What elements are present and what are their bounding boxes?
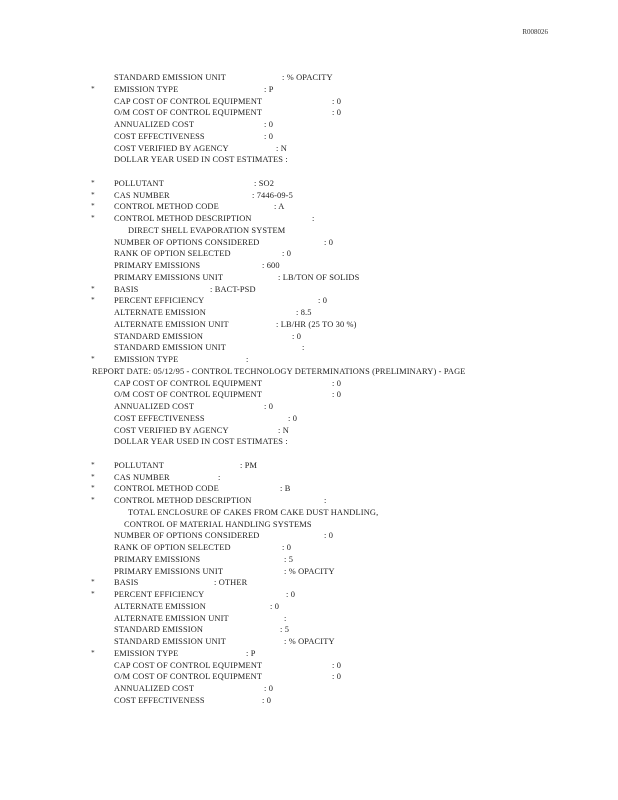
report-line [90,519,590,531]
field-value: : 0 [332,96,342,106]
field-value: : [246,355,249,364]
report-line [90,413,590,425]
field-label: ANNUALIZED COST [114,684,195,693]
field-value: : N [276,143,287,153]
field-label: BASIS [114,578,139,588]
field-label: CONTROL METHOD CODE [114,484,219,494]
field-label: NUMBER OF OPTIONS CONSIDERED [114,531,260,541]
field-label: PRIMARY EMISSIONS UNIT [114,272,224,282]
field-label: STANDARD EMISSION UNIT [114,637,226,646]
report-line [90,72,590,84]
field-value: : 0 [264,402,274,411]
field-value: : 0 [264,120,274,129]
report-line [90,225,590,237]
field-label: ANNUALIZED COST [114,120,195,129]
report-line [90,342,590,354]
report-line [90,143,590,155]
field-label: ALTERNATE EMISSION UNIT [114,319,229,329]
report-line [90,472,590,484]
field-label: COST EFFECTIVENESS [114,131,205,141]
field-value: : 0 [324,531,334,541]
line-bullet: * [91,590,95,598]
page-id: R008026 [522,28,548,36]
report-body [90,72,590,707]
blank-line [90,448,590,460]
report-line [90,107,590,119]
field-label: STANDARD EMISSION UNIT [114,73,226,82]
line-bullet: * [91,460,95,469]
report-line [90,84,590,96]
field-value: : P [246,648,256,658]
field-label: PRIMARY EMISSIONS [114,554,201,564]
line-bullet: * [91,284,95,293]
report-line [90,554,590,566]
report-line [90,671,590,683]
field-label: CONTROL METHOD DESCRIPTION [114,214,252,223]
field-label: PRIMARY EMISSIONS UNIT [114,566,224,576]
field-value: : [284,613,287,623]
line-bullet: * [91,496,95,504]
field-label: CAP COST OF CONTROL EQUIPMENT [114,378,263,388]
field-value: : P [264,84,274,94]
field-label: EMISSION TYPE [114,355,179,364]
report-line [90,154,590,166]
field-value: : BACT-PSD [210,284,256,294]
report-line [90,436,590,448]
report-line [90,96,590,108]
field-value: : [312,214,315,223]
report-line [90,295,590,307]
field-value: : % OPACITY [284,637,335,646]
report-line [90,601,590,613]
field-label: COST EFFECTIVENESS [114,695,205,705]
field-label: RANK OF OPTION SELECTED [114,543,231,552]
report-line [90,507,590,519]
field-label: ALTERNATE EMISSION UNIT [114,613,229,623]
line-bullet: * [91,214,95,222]
report-line [90,248,590,260]
field-label: COST VERIFIED BY AGENCY [114,143,229,153]
field-label: REPORT DATE: 05/12/95 - CONTROL TECHNOLOGY DETERMINATIONS (PRELIMINARY) - PAGE [92,366,466,376]
report-line [90,119,590,131]
field-value: : 0 [332,672,342,682]
report-line [90,354,590,366]
field-label: CONTROL METHOD DESCRIPTION [114,496,252,505]
field-label: STANDARD EMISSION [114,625,204,635]
field-label: CONTROL OF MATERIAL HANDLING SYSTEMS [124,519,312,529]
field-label: DOLLAR YEAR USED IN COST ESTIMATES : [114,437,288,447]
field-value: : 0 [264,131,274,141]
field-label: PERCENT EFFICIENCY [114,590,205,599]
field-value: : LB/TON OF SOLIDS [278,272,360,282]
field-value: : 8.5 [296,308,312,317]
field-label: STANDARD EMISSION [114,331,204,341]
field-value: : % OPACITY [282,73,333,82]
field-label: EMISSION TYPE [114,84,179,94]
line-bullet: * [91,202,95,211]
field-label: PERCENT EFFICIENCY [114,296,205,306]
field-label: PRIMARY EMISSIONS [114,261,201,270]
field-value: : [324,496,327,505]
report-line [90,389,590,401]
field-value: : 5 [280,625,290,635]
report-line [90,190,590,202]
report-line [90,648,590,660]
report-line [90,319,590,331]
field-value: : 0 [332,660,342,670]
field-value: : 0 [264,684,274,693]
field-label: CONTROL METHOD CODE [114,202,219,212]
field-value: : 0 [332,390,342,400]
report-line [90,307,590,319]
field-label: O/M COST OF CONTROL EQUIPMENT [114,672,263,682]
line-bullet: * [91,178,95,187]
field-label: ALTERNATE EMISSION [114,601,206,611]
field-value: : 0 [262,695,272,705]
report-line [90,460,590,472]
field-value: : 0 [332,108,342,118]
line-bullet: * [91,484,95,493]
field-label: O/M COST OF CONTROL EQUIPMENT [114,108,263,118]
field-value: : 0 [324,237,334,247]
field-value: : 0 [288,413,298,423]
line-bullet: * [91,190,95,199]
field-value: : 0 [318,296,328,306]
field-label: STANDARD EMISSION UNIT [114,343,226,353]
line-bullet: * [91,578,95,587]
field-label: CAS NUMBER [114,190,170,200]
field-value: : LB/HR (25 TO 30 %) [276,319,357,329]
field-label: CAS NUMBER [114,472,170,482]
report-line [90,530,590,542]
field-value: : PM [240,460,258,470]
field-value: : B [280,484,291,494]
field-label: COST EFFECTIVENESS [114,413,205,423]
field-label: COST VERIFIED BY AGENCY [114,425,229,435]
field-label: POLLUTANT [114,460,164,470]
report-line [90,566,590,578]
field-value: : SO2 [254,178,275,188]
report-line [90,272,590,284]
field-label: ALTERNATE EMISSION [114,308,206,317]
field-value: : 0 [270,601,280,611]
line-bullet: * [91,472,95,481]
field-value: : 0 [292,331,302,341]
field-value: : 600 [262,261,280,270]
field-value: : A [274,202,285,212]
report-line [90,577,590,589]
field-value: : [302,343,305,353]
report-line [90,260,590,272]
field-label: ANNUALIZED COST [114,402,195,411]
field-value: : 7446-09-5 [252,190,293,200]
report-line [90,331,590,343]
field-label: TOTAL ENCLOSURE OF CAKES FROM CAKE DUST HANDLING, [128,507,379,517]
field-label: RANK OF OPTION SELECTED [114,249,231,259]
report-line [90,201,590,213]
report-line [90,660,590,672]
field-label: DIRECT SHELL EVAPORATION SYSTEM [128,225,286,235]
line-bullet: * [91,355,95,363]
field-label: CAP COST OF CONTROL EQUIPMENT [114,96,263,106]
field-value: : 0 [282,543,292,552]
report-line [90,495,590,507]
report-line [90,613,590,625]
field-label: POLLUTANT [114,178,164,188]
line-bullet: * [91,84,95,93]
report-line [90,483,590,495]
field-value: : N [278,425,289,435]
field-label: NUMBER OF OPTIONS CONSIDERED [114,237,260,247]
field-value: : OTHER [214,578,248,588]
report-line [90,683,590,695]
field-label: CAP COST OF CONTROL EQUIPMENT [114,660,263,670]
report-line [90,425,590,437]
report-line [90,131,590,143]
report-line [90,589,590,601]
field-value: : 0 [286,590,296,599]
blank-line [90,166,590,178]
report-line [90,284,590,296]
field-label: BASIS [114,284,139,294]
report-line [90,636,590,648]
line-bullet: * [91,296,95,305]
field-label: EMISSION TYPE [114,648,179,658]
field-value: : [218,472,221,482]
field-value: : 0 [332,378,342,388]
report-line [90,624,590,636]
field-label: DOLLAR YEAR USED IN COST ESTIMATES : [114,155,288,165]
line-bullet: * [91,648,95,657]
field-value: : 0 [282,249,292,259]
report-line [90,178,590,190]
field-label: O/M COST OF CONTROL EQUIPMENT [114,390,263,400]
report-line [90,695,590,707]
field-value: : 5 [284,554,294,564]
report-line [90,401,590,413]
report-line [90,237,590,249]
field-value: : % OPACITY [284,566,335,576]
report-line [90,366,590,378]
report-line [90,542,590,554]
report-line [90,213,590,225]
report-line [90,378,590,390]
